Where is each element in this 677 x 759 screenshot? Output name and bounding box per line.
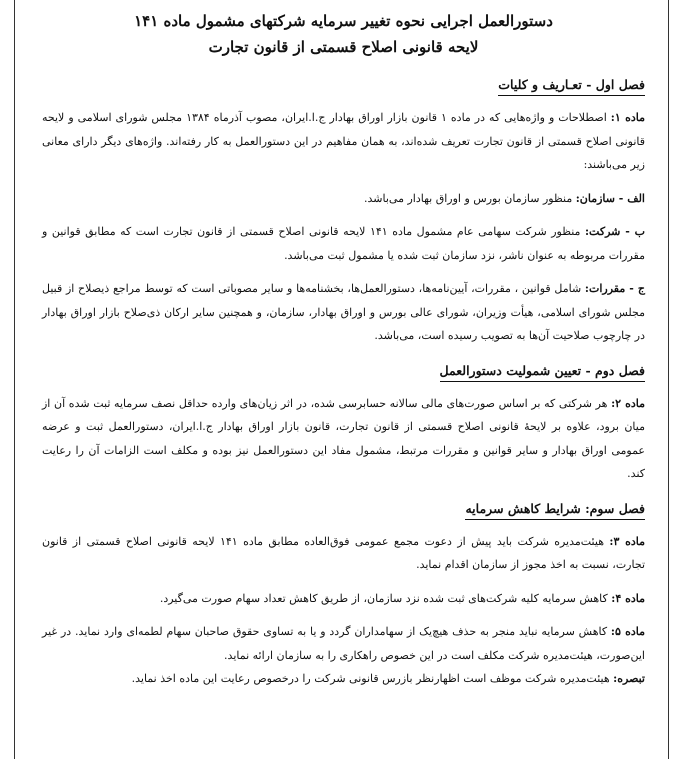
definition-label: ج - مقررات: — [584, 282, 646, 295]
article-text: کاهش سرمایه نباید منجر به حذف هیچ‌یک از سهامداران گردد و یا به تساوی حقوق صاحبان سهام لطمه‌ای وارد نماید. در غیر این‌صورت، هیئت‌مدیره شرکت مکلف است در این خصوص راهکاری را به سازمان ارائه نماید. — [42, 625, 645, 662]
definition-text: منظور شرکت سهامی عام مشمول ماده ۱۴۱ لایحه قانونی اصلاح قسمتی از قانون تجارت است که مطابق قوانین و مقررات مربوطه به عنوان ناشر، نزد سازمان ثبت شده یا مشمول ثبت می‌باشد. — [42, 225, 645, 262]
article-3 — [42, 530, 645, 577]
article-4 — [42, 587, 645, 611]
article-text: اصطلاحات و واژه‌هایی که در ماده ۱ قانون بازار اوراق بهادار ج.ا.ایران، مصوب آذرماه ۱۳۸۴ مجلس شورای اسلامی و لایحه قانونی اصلاح قسمتی از قانون تجارت تعریف شده‌اند، به همان مفاهیم در این دستورالعمل به کار رفته‌اند. واژه‌های دیگر دارای معانی زیر می‌باشند: — [42, 111, 645, 171]
section-heading-2: فصل دوم - تعیین شمولیت دستورالعمل — [440, 362, 645, 382]
definition-text: شامل قوانین ، مقررات، آیین‌نامه‌ها، دستورالعمل‌ها، بخشنامه‌ها و سایر مصوباتی است که توسط مراجع ذیصلاح از قبیل مجلس شورای اسلامی، هیأت وزیران، شورای عالی بورس و اوراق بهادار، سازمان، و همچنین سایر ارکان ذی‌صلاح بازار اوراق بهادار در چارچوب صلاحیت آن‌ها به تصویب رسیده است، می‌باشد. — [42, 282, 645, 342]
note-label: تبصره: — [613, 672, 645, 685]
article-text: هر شرکتی که بر اساس صورت‌های مالی سالانه حسابرسی شده، در اثر زیان‌های وارده حداقل نصف سرمایه ثبت شده آن از میان برود، علاوه بر لایحهٔ قانونی اصلاح قسمتی از قانون تجارت، قانون بازار اوراق بهادار ج.ا.ایران، دستورالعمل ثبت و عرضه عمومی اوراق بهادار و سایر قوانین و مقررات مرتبط، مشمول مفاد این دستورالعمل نیز بوده و مکلف است الزامات آن را رعایت کند. — [42, 396, 645, 480]
article-1 — [42, 106, 645, 177]
definition-text: منظور سازمان بورس و اوراق بهادار می‌باشد. — [364, 191, 576, 205]
article-text: کاهش سرمایه کلیه شرکت‌های ثبت شده نزد سازمان، از طریق کاهش تعداد سهام صورت می‌گیرد. — [159, 591, 612, 605]
article-label: ماده ۳: — [609, 534, 645, 548]
article-label: ماده ۵: — [610, 625, 645, 638]
article-label: ماده ۴: — [611, 591, 645, 605]
definition-c — [42, 277, 645, 348]
note — [42, 667, 645, 691]
page-border-left — [14, 0, 15, 759]
document-body — [42, 8, 645, 691]
document-title-line-2: لایحه قانونی اصلاح قسمتی از قانون تجارت — [208, 38, 479, 56]
definition-a — [42, 187, 645, 211]
section-heading-3: فصل سوم: شرایط کاهش سرمایه — [465, 500, 645, 520]
definition-label: ب - شرکت: — [584, 225, 645, 238]
article-text: هیئت‌مدیره شرکت باید پیش از دعوت مجمع عمومی فوق‌العاده مطابق ماده ۱۴۱ لایحه قانونی اصلاح قسمتی از قانون تجارت، نسبت به اخذ مجوز از سازمان اقدام نماید. — [42, 534, 645, 571]
note-text: هیئت‌مدیره شرکت موظف است اظهارنظر بازرس قانونی شرکت را درخصوص رعایت این ماده اخذ نماید. — [131, 672, 614, 685]
article-2 — [42, 392, 645, 486]
definition-label: الف - سازمان: — [575, 191, 645, 205]
article-5 — [42, 620, 645, 667]
section-heading-1: فصل اول - تعـاریف و کلیات — [498, 76, 645, 96]
definition-b — [42, 220, 645, 267]
page-border-right — [668, 0, 669, 759]
article-label: ماده ۲: — [611, 396, 645, 410]
article-label: ماده ۱: — [610, 111, 645, 124]
document-title-line-1: دستورالعمل اجرایی نحوه تغییر سرمایه شرکتهای مشمول ماده ۱۴۱ — [134, 12, 553, 30]
